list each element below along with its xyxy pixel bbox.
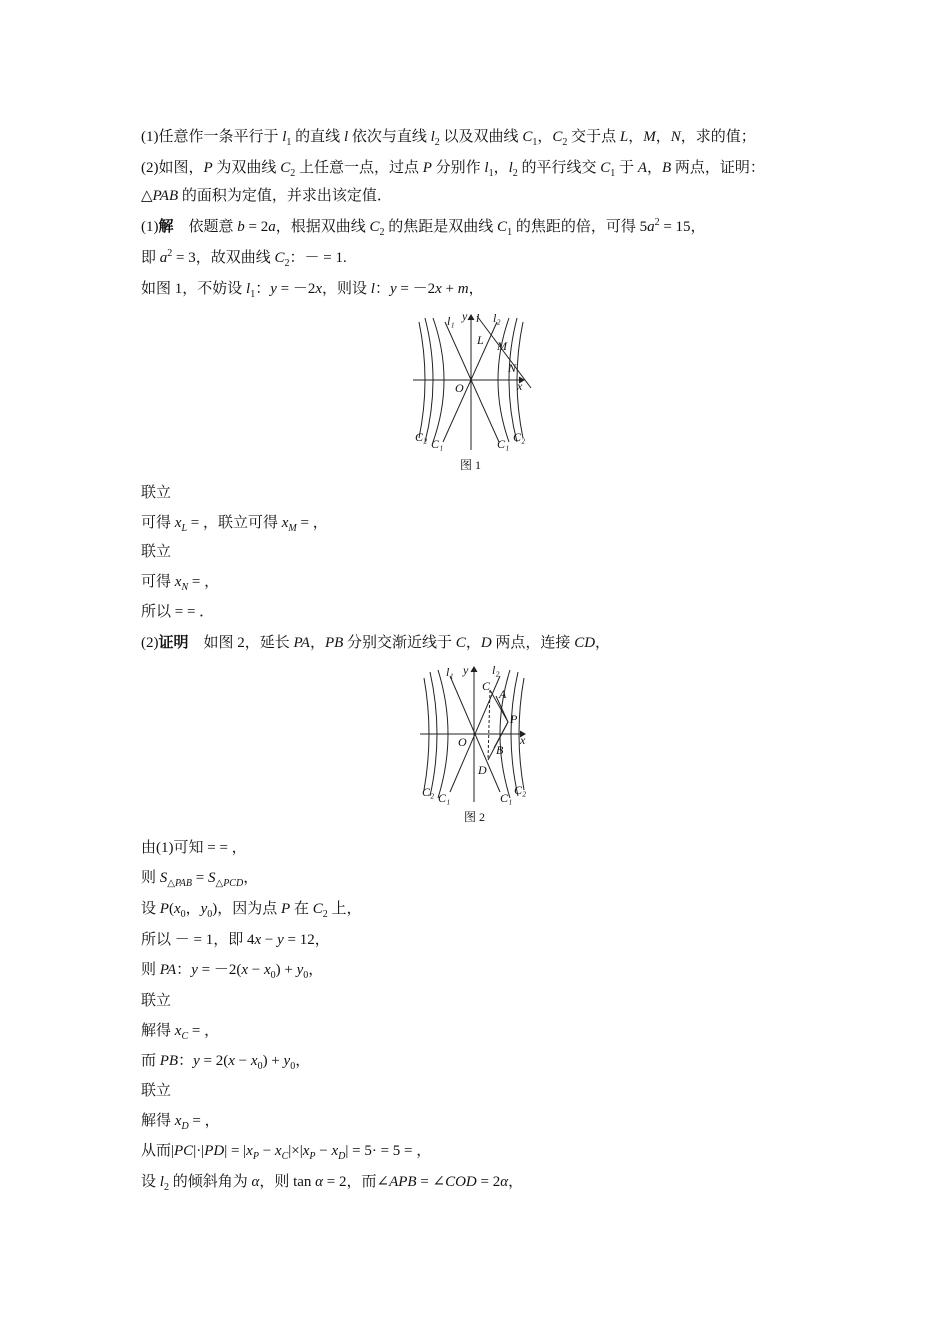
- fig2-label-l1: l₁: [446, 665, 454, 679]
- fig1-label-y: y: [462, 309, 468, 323]
- text-line-18: 联立: [141, 993, 172, 1009]
- text-line-2: (2)如图，P 为双曲线 $C_2$ 上任意一点，过点 P 分别作 $l_1$，$l_2$ 的平行线交 $C_1$ 于 A，B 两点，证明：: [141, 160, 765, 179]
- text-line-23: 从而$|PC|\cdot|PD| = |x_P - x_C|\times|x_P - x_D| = 5\cdot = 5$ = ，: [141, 1143, 432, 1162]
- fig1-label-l1: l₁: [447, 314, 455, 328]
- fig1-label-l2: l₂: [493, 311, 501, 325]
- text-line-13: 由(1)可知 = = ，: [141, 840, 247, 856]
- figure-1-caption: 图 1: [460, 458, 482, 472]
- fig2-label-c2-left: C₂: [422, 785, 435, 799]
- text-line-19: 解得 $x_C$ = ，: [141, 1023, 220, 1042]
- fig1-label-M: M: [497, 339, 507, 353]
- fig2-label-l2: l₂: [492, 663, 500, 677]
- fig1-label-c2-left: C₂: [415, 430, 428, 444]
- text-line-21: 联立: [141, 1083, 172, 1099]
- text-line-3: △PAB 的面积为定值，并求出该定值．: [141, 188, 392, 204]
- fig1-label-O: O: [455, 381, 464, 395]
- text-line-14: 则 $S_{\triangle PAB} = S_{\triangle PCD}$，: [141, 870, 259, 889]
- fig1-label-c2-right: C₂: [513, 430, 526, 444]
- text-line-15: 设 $P(x_0$，$y_0$)，因为点 P 在 $C_2$ 上，: [141, 901, 362, 920]
- figure-1: [405, 308, 545, 456]
- text-line-9: 联立: [141, 544, 172, 560]
- fig2-label-D: D: [478, 763, 487, 777]
- text-line-1: (1)任意作一条平行于 $l_1$ 的直线 l 依次与直线 $l_2$ 以及双曲线 $C_1$，$C_2$ 交于点 L，M，N，求的值；: [141, 129, 756, 148]
- figure-2: [412, 660, 542, 808]
- text-line-11: 所以 = = ．: [141, 604, 215, 620]
- fig1-label-x: x: [517, 379, 523, 393]
- text-line-6: 如图 1，不妨设 $l_1$：y = －2x，则设 l：y = －2x + m，: [141, 281, 484, 300]
- text-line-4: (1)解 依题意 b = 2a，根据双曲线 $C_2$ 的焦距是双曲线 $C_1$ 的焦距的倍，可得 $5a^2 = 15$，: [141, 217, 706, 238]
- fig1-label-l: l: [476, 311, 480, 325]
- text-line-24: 设 $l_2$ 的倾斜角为 α，则 tan α = 2，而∠APB = ∠COD = 2α，: [141, 1174, 524, 1193]
- fig2-label-y: y: [463, 663, 469, 677]
- fig2-label-c1-right: C₁: [500, 791, 513, 805]
- fig2-label-B: B: [496, 743, 504, 757]
- text-line-20: 而 PB：$y = 2(x - x_0) + y_0$，: [141, 1053, 311, 1072]
- fig2-label-C: C: [482, 679, 491, 693]
- text-line-8: 可得 $x_L$ = ，联立可得 $x_M$ = ，: [141, 515, 328, 534]
- fig2-label-x: x: [520, 733, 526, 747]
- text-line-5: 即 $a^2 = 3$，故双曲线 $C_2$：－ = 1.: [141, 248, 347, 269]
- fig2-label-A: A: [499, 687, 507, 701]
- fig1-label-c1-right: C₁: [497, 437, 510, 451]
- fig2-label-c2-right: C₂: [514, 783, 527, 797]
- fig2-label-c1-left: C₁: [438, 791, 451, 805]
- text-line-22: 解得 $x_D$ = ，: [141, 1113, 220, 1132]
- text-line-16: 所以 － = 1，即 4x − y = 12，: [141, 932, 330, 948]
- fig2-label-O: O: [458, 735, 467, 749]
- text-line-12: (2)证明 如图 2，延长 PA，PB 分别交渐近线于 C，D 两点，连接 CD，: [141, 635, 611, 651]
- fig1-label-c1-left: C₁: [431, 437, 444, 451]
- figure-2-caption: 图 2: [464, 810, 486, 824]
- fig1-label-L: L: [477, 333, 484, 347]
- fig1-label-N: N: [508, 361, 517, 375]
- text-line-7: 联立: [141, 485, 172, 501]
- text-line-17: 则 PA：$y = -2(x - x_0) + y_0$，: [141, 962, 324, 981]
- fig2-label-P: P: [510, 712, 518, 726]
- text-line-10: 可得 $x_N$ = ，: [141, 574, 220, 593]
